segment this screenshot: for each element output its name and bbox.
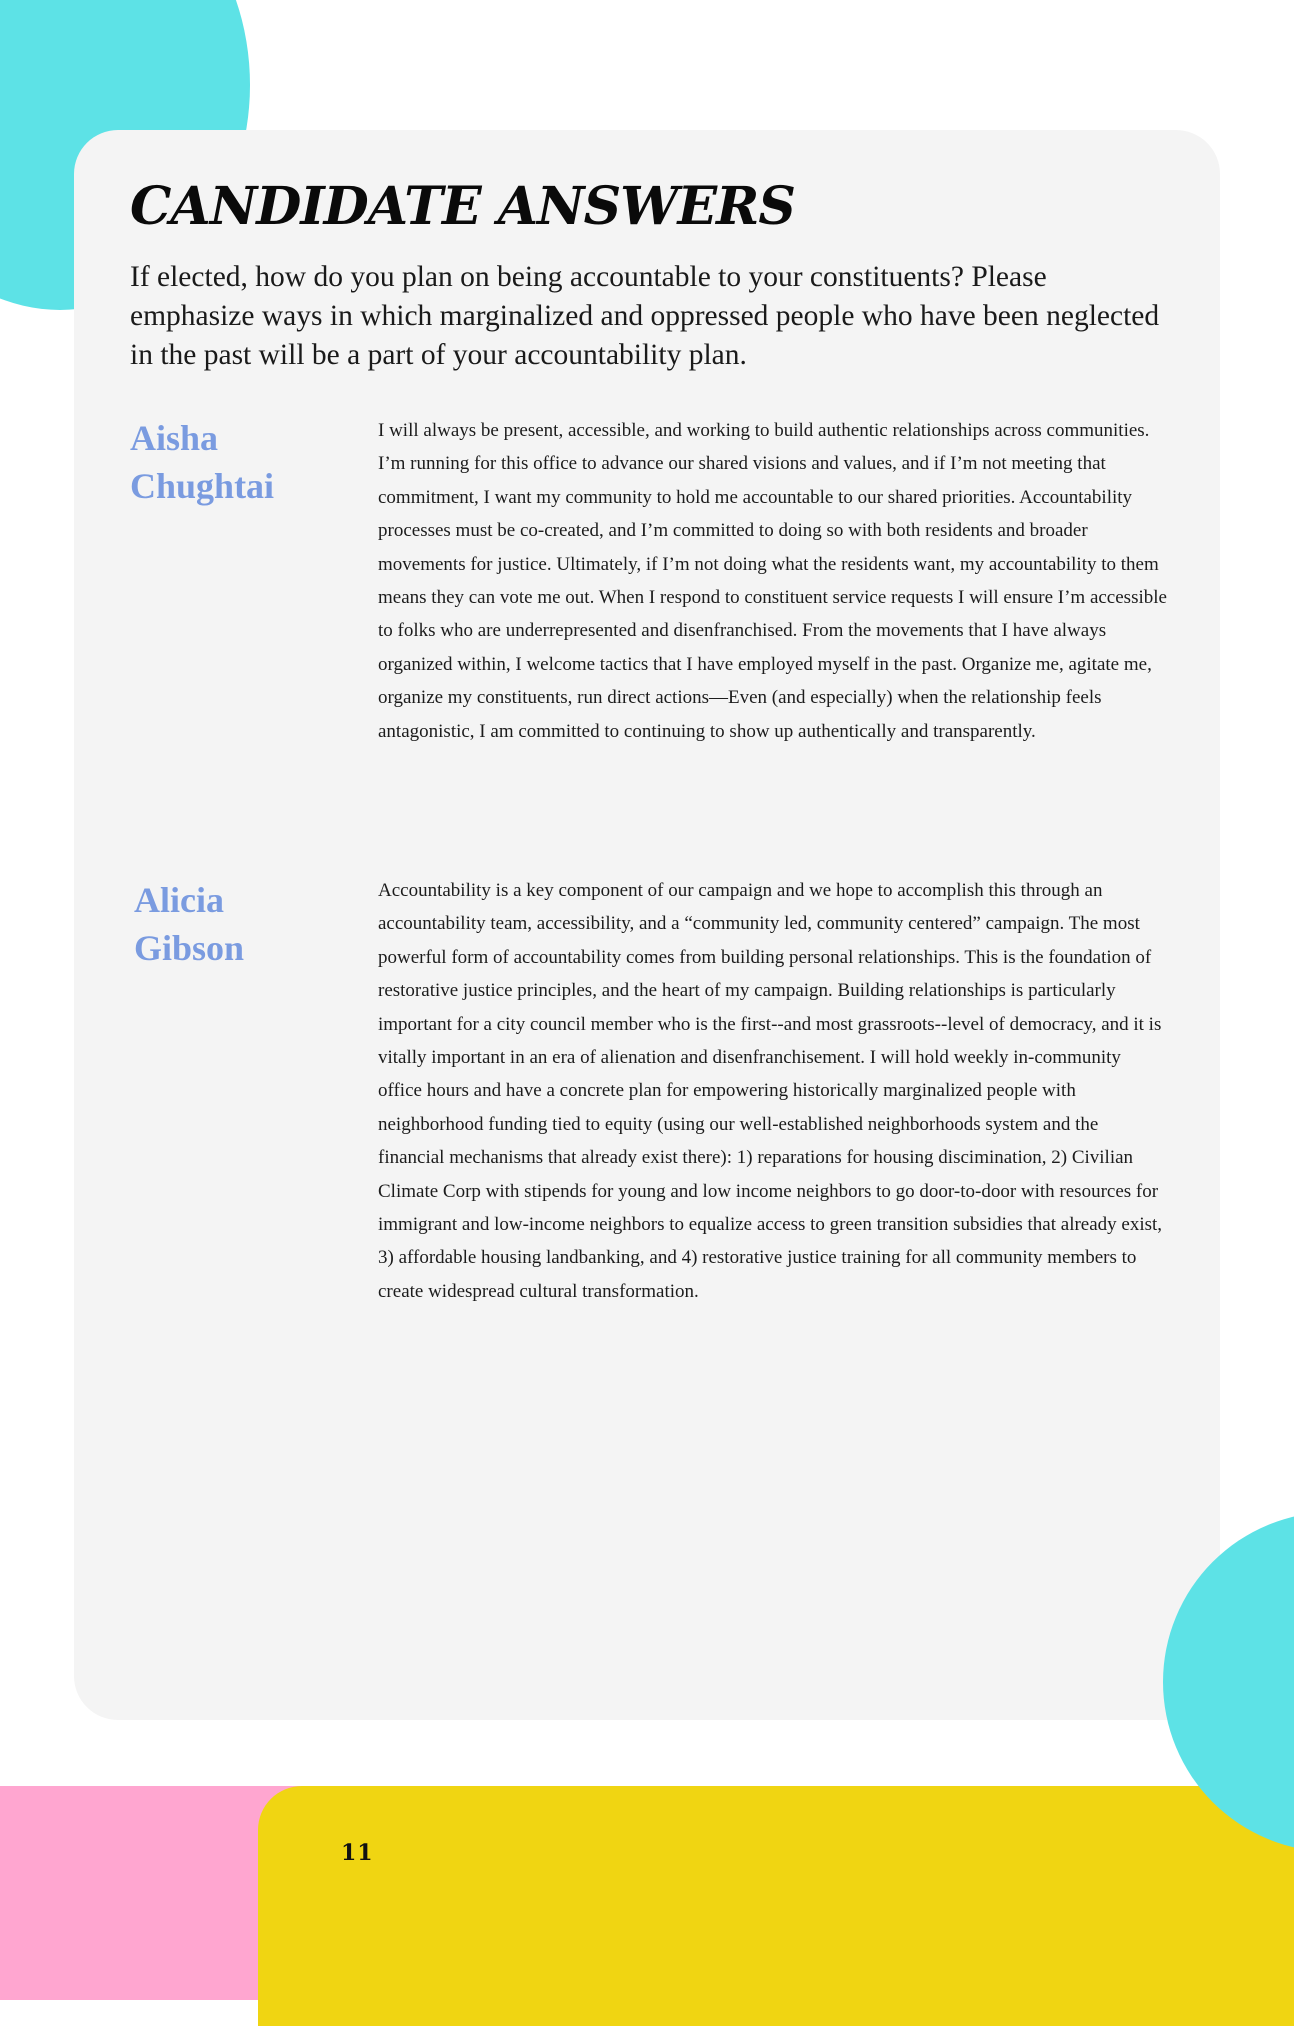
question-text: If elected, how do you plan on being accountable to your constituents? Please emphasize ways in which marginalized and oppressed people who have been neglected in the past will be a part of your accountability plan.: [130, 261, 1160, 371]
page-number: 11: [341, 1840, 374, 1866]
candidate-answer: I will always be present, accessible, and working to build authentic relationships across communities. I’m running for this office to advance our shared visions and values, and if I’m not meeting that commitment, I want my community to hold me accountable to our shared priorities. Accountability processes must be co-created, and I’m committed to doing so with both residents and broader movements for justice. Ultimately, if I’m not doing what the residents want, my accountability to them means they can vote me out. When I respond to constituent service requests I will ensure I’m accessible to folks who are underrepresented and disenfranchised. From the movements that I have always organized within, I welcome tactics that I have employed myself in the past. Organize me, agitate me, organize my constituents, run direct actions—Even (and especially) when the relationship feels antagonistic, I am committed to continuing to show up authentically and transparently.: [378, 420, 1167, 742]
candidate-answer: Accountability is a key component of our campaign and we hope to accomplish this through an accountability team, accessibility, and a “community led, community centered” campaign. The most powerful form of accountability comes from building personal relationships. This is the foundation of restorative justice principles, and the heart of my campaign. Building relationships is particularly important for a city council member who is the first--and most grassroots--level of democracy, and it is vitally important in an era of alienation and disenfranchisement. I will hold weekly in-community office hours and have a concrete plan for empowering historically marginalized people with neighborhood funding tied to equity (using our well-established neighborhoods system and the financial mechanisms that already exist there): 1) reparations for housing discimination, 2) Civilian Climate Corp with stipends for young and low income neighbors to go door-to-door with resources for immigrant and low-income neighbors to equalize access to green transition subsidies that already exist, 3) affordable housing landbanking, and 4) restorative justice training for all community members to create widespread cultural transformation.: [378, 880, 1163, 1302]
candidate-name: Alicia Gibson: [134, 880, 245, 968]
decorative-yellow-footer: [258, 1786, 1294, 2026]
candidate-name: Aisha Chughtai: [130, 418, 275, 506]
page-title: CANDIDATE ANSWERS: [130, 176, 795, 237]
